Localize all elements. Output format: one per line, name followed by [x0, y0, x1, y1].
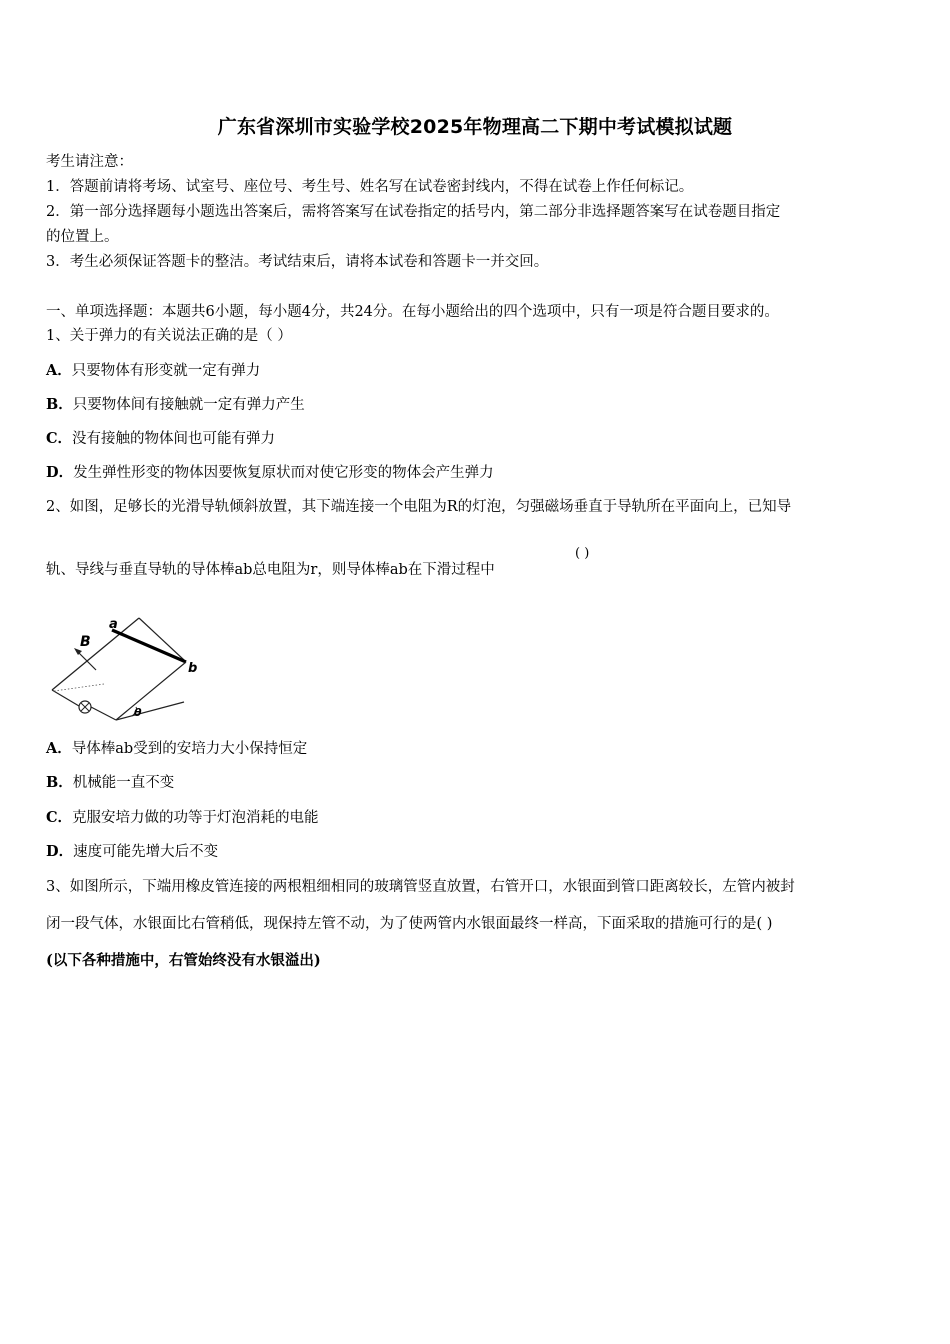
label-theta: θ: [134, 706, 142, 719]
question-2-option-d: [46, 842, 218, 862]
question-3-stem-line-1: 3、如图所示，下端用橡皮管连接的两根粗细相同的玻璃管竖直放置，右管开口，水银面到管口距离较长，左管内被封: [46, 879, 795, 895]
conductor-bar-ab: [112, 630, 186, 662]
question-2-option-a: [46, 739, 307, 759]
option-letter: B．: [46, 774, 73, 791]
question-2-option-c: [46, 808, 319, 828]
question-2-answer-paren: ( ): [575, 546, 590, 561]
question-1-option-a: [46, 361, 260, 381]
exam-title: 广东省深圳市实验学校2025年物理高二下期中考试模拟试题: [217, 116, 733, 138]
question-1-stem: 1、关于弹力的有关说法正确的是（ ）: [46, 328, 292, 344]
question-2-option-b: [46, 773, 174, 793]
option-text: 导体棒ab受到的安培力大小保持恒定: [71, 741, 308, 757]
option-text: 克服安培力做的功等于灯泡消耗的电能: [72, 810, 319, 826]
question-3-stem-line-3: (以下各种措施中，右管始终没有水银溢出): [46, 952, 321, 969]
notice-item-1: 1．答题前请将考场、试室号、座位号、考生号、姓名写在试卷密封线内，不得在试卷上作任何标记。: [46, 179, 694, 195]
label-b: b: [188, 661, 198, 676]
section-heading: 一、单项选择题：本题共6小题，每小题4分，共24分。在每小题给出的四个选项中，只有一项是符合题目要求的。: [46, 304, 779, 320]
question-1-option-d: [46, 463, 494, 483]
question-2-stem-line-1: 2、如图，足够长的光滑导轨倾斜放置，其下端连接一个电阻为R的灯泡，匀强磁场垂直于导轨所在平面向上，已知导: [46, 499, 792, 515]
left-wire-line: [52, 690, 79, 706]
label-B: B: [80, 634, 91, 650]
inclined-rail-figure: [44, 610, 214, 725]
option-letter: B．: [46, 396, 73, 413]
notice-heading: 考生请注意：: [46, 154, 133, 170]
option-text: 没有接触的物体间也可能有弹力: [72, 431, 276, 447]
notice-item-3: 3．考生必须保证答题卡的整洁。考试结束后，请将本试卷和答题卡一并交回。: [46, 254, 549, 270]
notice-item-2-line-1: 2．第一部分选择题每小题选出答案后，需将答案写在试卷指定的括号内，第二部分非选择题答案写在试卷题目指定: [46, 204, 781, 220]
option-text: 发生弹性形变的物体因要恢复原状而对使它形变的物体会产生弹力: [73, 465, 494, 481]
label-a: a: [109, 617, 118, 632]
option-text: 只要物体有形变就一定有弹力: [71, 363, 261, 379]
upper-rail-line: [52, 618, 139, 690]
dotted-line: [54, 684, 104, 691]
option-letter: A．: [46, 362, 72, 379]
question-1-option-b: [46, 395, 305, 415]
bottom-wire-line: [91, 707, 116, 720]
option-text: 速度可能先增大后不变: [73, 844, 219, 860]
question-1-option-c: [46, 429, 275, 449]
option-text: 机械能一直不变: [72, 775, 175, 791]
question-2-stem-line-2: 轨、导线与垂直导轨的导体棒ab总电阻为r，则导体棒ab在下滑过程中: [46, 562, 495, 578]
option-letter: D．: [46, 464, 74, 481]
option-letter: C．: [46, 430, 73, 447]
option-letter: C．: [46, 809, 73, 826]
option-text: 只要物体间有接触就一定有弹力产生: [72, 397, 305, 413]
option-letter: A．: [46, 740, 72, 757]
question-3-stem-line-2: 闭一段气体，水银面比右管稍低，现保持左管不动，为了使两管内水银面最终一样高，下面采取的措施可行的是( ): [46, 916, 773, 932]
option-letter: D．: [46, 843, 74, 860]
right-rail-line: [139, 618, 184, 660]
notice-item-2-line-2: 的位置上。: [46, 229, 119, 245]
